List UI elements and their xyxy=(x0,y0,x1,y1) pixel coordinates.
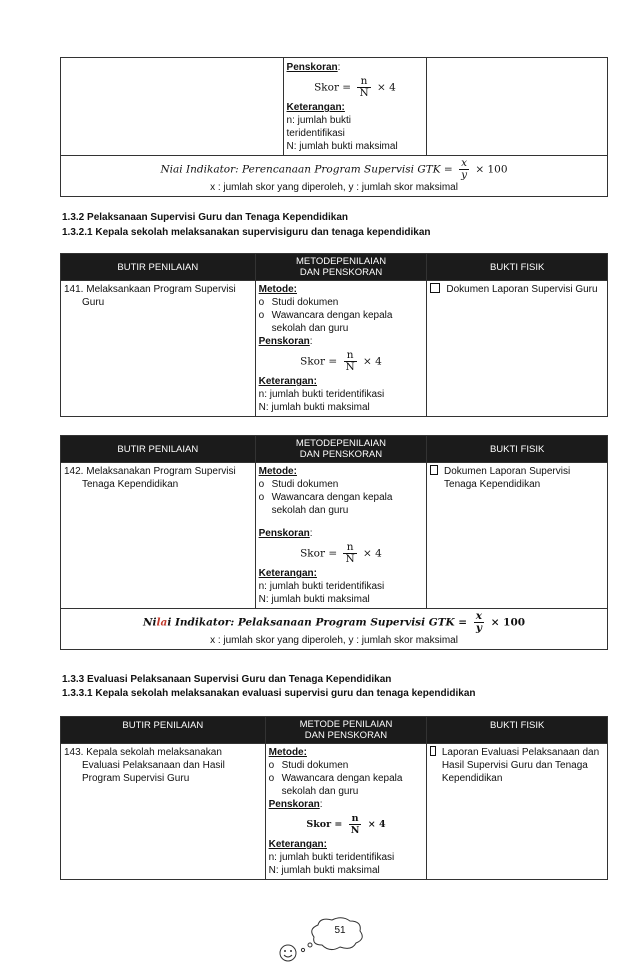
ket-line: N: jumlah bukti maksimal xyxy=(286,141,398,152)
bukti-143: Laporan Evaluasi Pelaksanaan dan Hasil Supervisi Guru dan Tenaga Kependidikan xyxy=(427,744,608,880)
skor-formula: Skor = $\frac{n}{N}$ × 4 xyxy=(300,349,382,373)
section-heading-133: 1.3.3 Evaluasi Pelaksanaan Supervisi Guru dan Tenaga Kependidikan xyxy=(62,674,392,685)
checkbox-icon xyxy=(430,746,436,756)
nilai-indikator-row xyxy=(61,156,608,197)
section-heading-132: 1.3.2 Pelaksanaan Supervisi Guru dan Tenaga Kependidikan xyxy=(62,212,349,223)
butir-cell-empty xyxy=(61,58,284,156)
section-heading-1321: 1.3.2.1 Kepala sekolah melaksanakan supervisiguru dan tenaga kependidikan xyxy=(62,227,431,238)
penskoran-label: Penskoran xyxy=(286,62,338,73)
keterangan-label: Keterangan: xyxy=(286,102,345,113)
butir-142: 142. Melaksanakan Program Supervisi Tenaga Kependidikan xyxy=(61,463,256,609)
page-number: 51 xyxy=(334,925,346,936)
nilai-formula: Niai Indikator: Perencanaan Program Supervisi GTK = $\frac{x}{y}$ × 100 xyxy=(160,157,508,181)
metode-143: Metode: o Studi dokumen o Wawancara dengan kepala sekolah dan guru Penskoran: Skor = $\frac{n}{N}$ × 4 Keterangan: n: jumlah bukti teridentifikasi N: jumlah bukti maksimal xyxy=(265,744,427,880)
header-bukti: BUKTI FISIK xyxy=(427,436,608,463)
nilai-indikator-row xyxy=(61,609,608,650)
header-bukti: BUKTI FISIK xyxy=(427,717,608,744)
ket-line: n: jumlah bukti xyxy=(286,115,352,126)
bukti-142: Dokumen Laporan Supervisi Tenaga Kependidikan xyxy=(427,463,608,609)
skor-formula: Skor = $\frac{n}{N}$ × 4 xyxy=(300,541,382,565)
header-bukti: BUKTI FISIK xyxy=(427,254,608,281)
header-butir: BUTIR PENILAIAN xyxy=(61,254,256,281)
butir-143: 143. Kepala sekolah melaksanakan Evaluasi Pelaksanaan dan Hasil Program Supervisi Guru xyxy=(61,744,266,880)
metode-141: Metode: o Studi dokumen o Wawancara dengan kepala sekolah dan guru Penskoran: Skor = $\frac{n}{N}$ × 4 Keterangan: n: jumlah bukti teridentifikasi N: jumlah bukti maksimal xyxy=(255,281,427,417)
bukti-141: Dokumen Laporan Supervisi Guru xyxy=(427,281,608,417)
nilai-note: x : jumlah skor yang diperoleh, y : jumlah skor maksimal xyxy=(210,635,458,646)
bukti-cell-empty xyxy=(427,58,608,156)
header-metode: METODEPENILAIAN DAN PENSKORAN xyxy=(255,436,427,463)
smiley-icon xyxy=(280,945,296,961)
header-butir: BUTIR PENILAIAN xyxy=(61,436,256,463)
skor-formula: Skor = $\frac{n}{N}$ × 4 xyxy=(314,75,396,99)
metode-cell: Penskoran: Skor = $\frac{n}{N}$ × 4 Keterangan: n: jumlah bukti teridentifikasi N: jumlah bukti maksimal xyxy=(283,58,427,156)
top-table xyxy=(60,57,608,197)
header-metode: METODE PENILAIAN DAN PENSKORAN xyxy=(265,717,427,744)
header-metode: METODEPENILAIAN DAN PENSKORAN xyxy=(255,254,427,281)
metode-142: Metode: o Studi dokumen o Wawancara dengan kepala sekolah dan guru Penskoran: Skor = $\frac{n}{N}$ × 4 Keterangan: n: jumlah bukti teridentifikasi N: jumlah bukti maksimal xyxy=(255,463,427,609)
table-item-143 xyxy=(60,716,608,880)
table-item-142 xyxy=(60,435,608,650)
skor-formula: Skor = $\frac{n}{N}$ × 4 xyxy=(306,813,386,836)
table-item-141 xyxy=(60,253,608,417)
section-heading-1331: 1.3.3.1 Kepala sekolah melaksanakan evaluasi supervisi guru dan tenaga kependidikan xyxy=(62,688,476,699)
checkbox-icon xyxy=(430,283,440,293)
page-number-badge xyxy=(270,915,370,965)
ket-line: teridentifikasi xyxy=(286,128,345,139)
nilai-formula: Nilai Indikator: Pelaksanaan Program Supervisi GTK = $\frac{x}{y}$ × 100 xyxy=(142,610,526,634)
butir-141: 141. Melaksankaan Program Supervisi Guru xyxy=(61,281,256,417)
nilai-note: x : jumlah skor yang diperoleh, y : jumlah skor maksimal xyxy=(210,182,458,193)
checkbox-icon xyxy=(430,465,438,475)
header-butir: BUTIR PENILAIAN xyxy=(61,717,266,744)
